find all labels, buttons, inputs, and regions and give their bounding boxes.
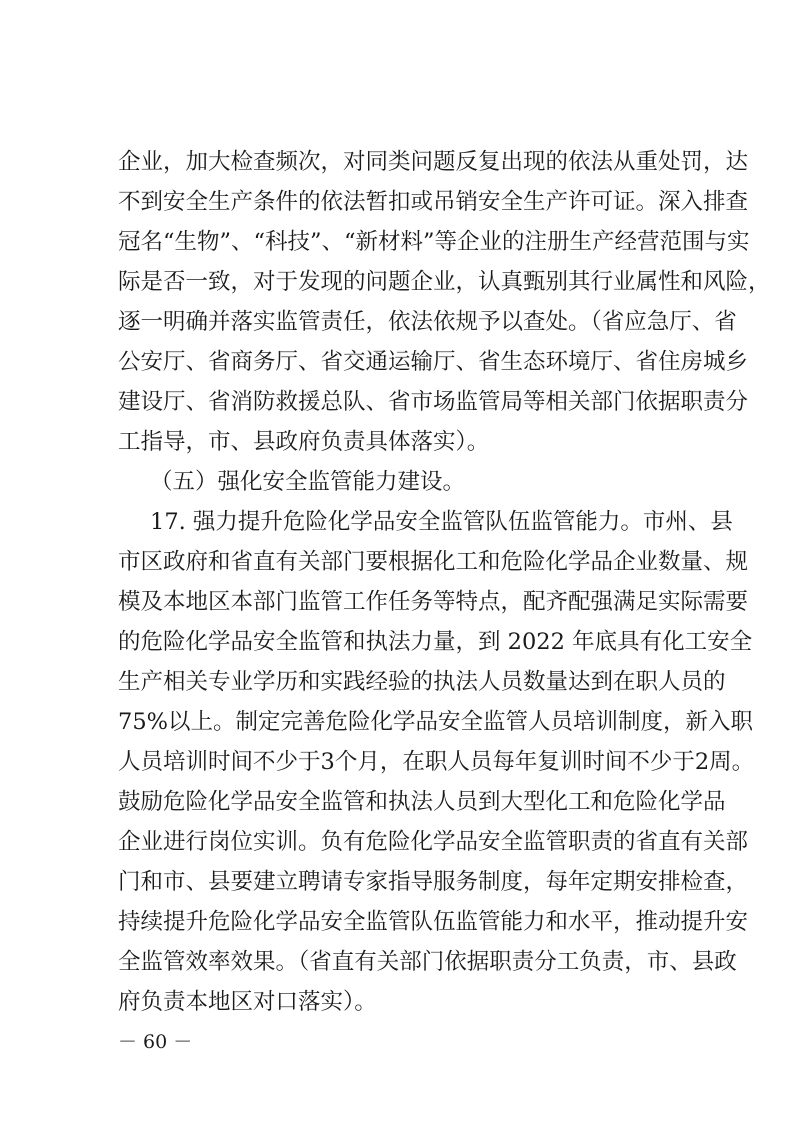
- paragraph-line: 逐一明确并落实监管责任，依法依规予以查处。（省应急厅、省: [118, 309, 737, 335]
- paragraph-line: 17. 强力提升危险化学品安全监管队伍监管能力。市州、县: [150, 509, 733, 535]
- paragraph-line: 生产相关专业学历和实践经验的执法人员数量达到在职人员的: [118, 669, 726, 695]
- paragraph-line: 全监管效率效果。（省直有关部门依据职责分工负责，市、县政: [118, 949, 737, 975]
- paragraph-line: 持续提升危险化学品安全监管队伍监管能力和水平，推动提升安: [118, 909, 749, 935]
- paragraph-line: 的危险化学品安全监管和执法力量，到 2022 年底具有化工安全: [118, 629, 753, 655]
- paragraph-line: 鼓励危险化学品安全监管和执法人员到大型化工和危险化学品: [118, 789, 726, 815]
- paragraph-line: 75%以上。制定完善危险化学品安全监管人员培训制度，新入职: [118, 709, 754, 735]
- paragraph-line: 市区政府和省直有关部门要根据化工和危险化学品企业数量、规: [118, 549, 749, 575]
- paragraph-line: 建设厅、省消防救援总队、省市场监管局等相关部门依据职责分: [118, 389, 749, 415]
- paragraph-line: 门和市、县要建立聘请专家指导服务制度，每年定期安排检查，: [118, 869, 749, 895]
- section-heading: （五）强化安全监管能力建设。: [150, 469, 466, 495]
- paragraph-line: 人员培训时间不少于3个月，在职人员每年复训时间不少于2周。: [118, 749, 755, 775]
- paragraph-line: 不到安全生产条件的依法暂扣或吊销安全生产许可证。深入排查: [118, 189, 749, 215]
- paragraph-line: 工指导，市、县政府负责具体落实）。: [118, 429, 490, 455]
- paragraph-line: 冠名“生物”、“科技”、“新材料”等企业的注册生产经营范围与实: [118, 229, 750, 255]
- paragraph-line: 企业进行岗位实训。负有危险化学品安全监管职责的省直有关部: [118, 829, 749, 855]
- page-number: － 60 －: [118, 1031, 193, 1053]
- paragraph-line: 企业，加大检查频次，对同类问题反复出现的依法从重处罚，达: [118, 149, 749, 175]
- paragraph-line: 际是否一致，对于发现的问题企业，认真甄别其行业属性和风险，: [118, 269, 771, 295]
- paragraph-line: 公安厅、省商务厅、省交通运输厅、省生态环境厅、省住房城乡: [118, 349, 749, 375]
- paragraph-line: 府负责本地区对口落实）。: [118, 989, 377, 1015]
- paragraph-line: 模及本地区本部门监管工作任务等特点，配齐配强满足实际需要: [118, 589, 749, 615]
